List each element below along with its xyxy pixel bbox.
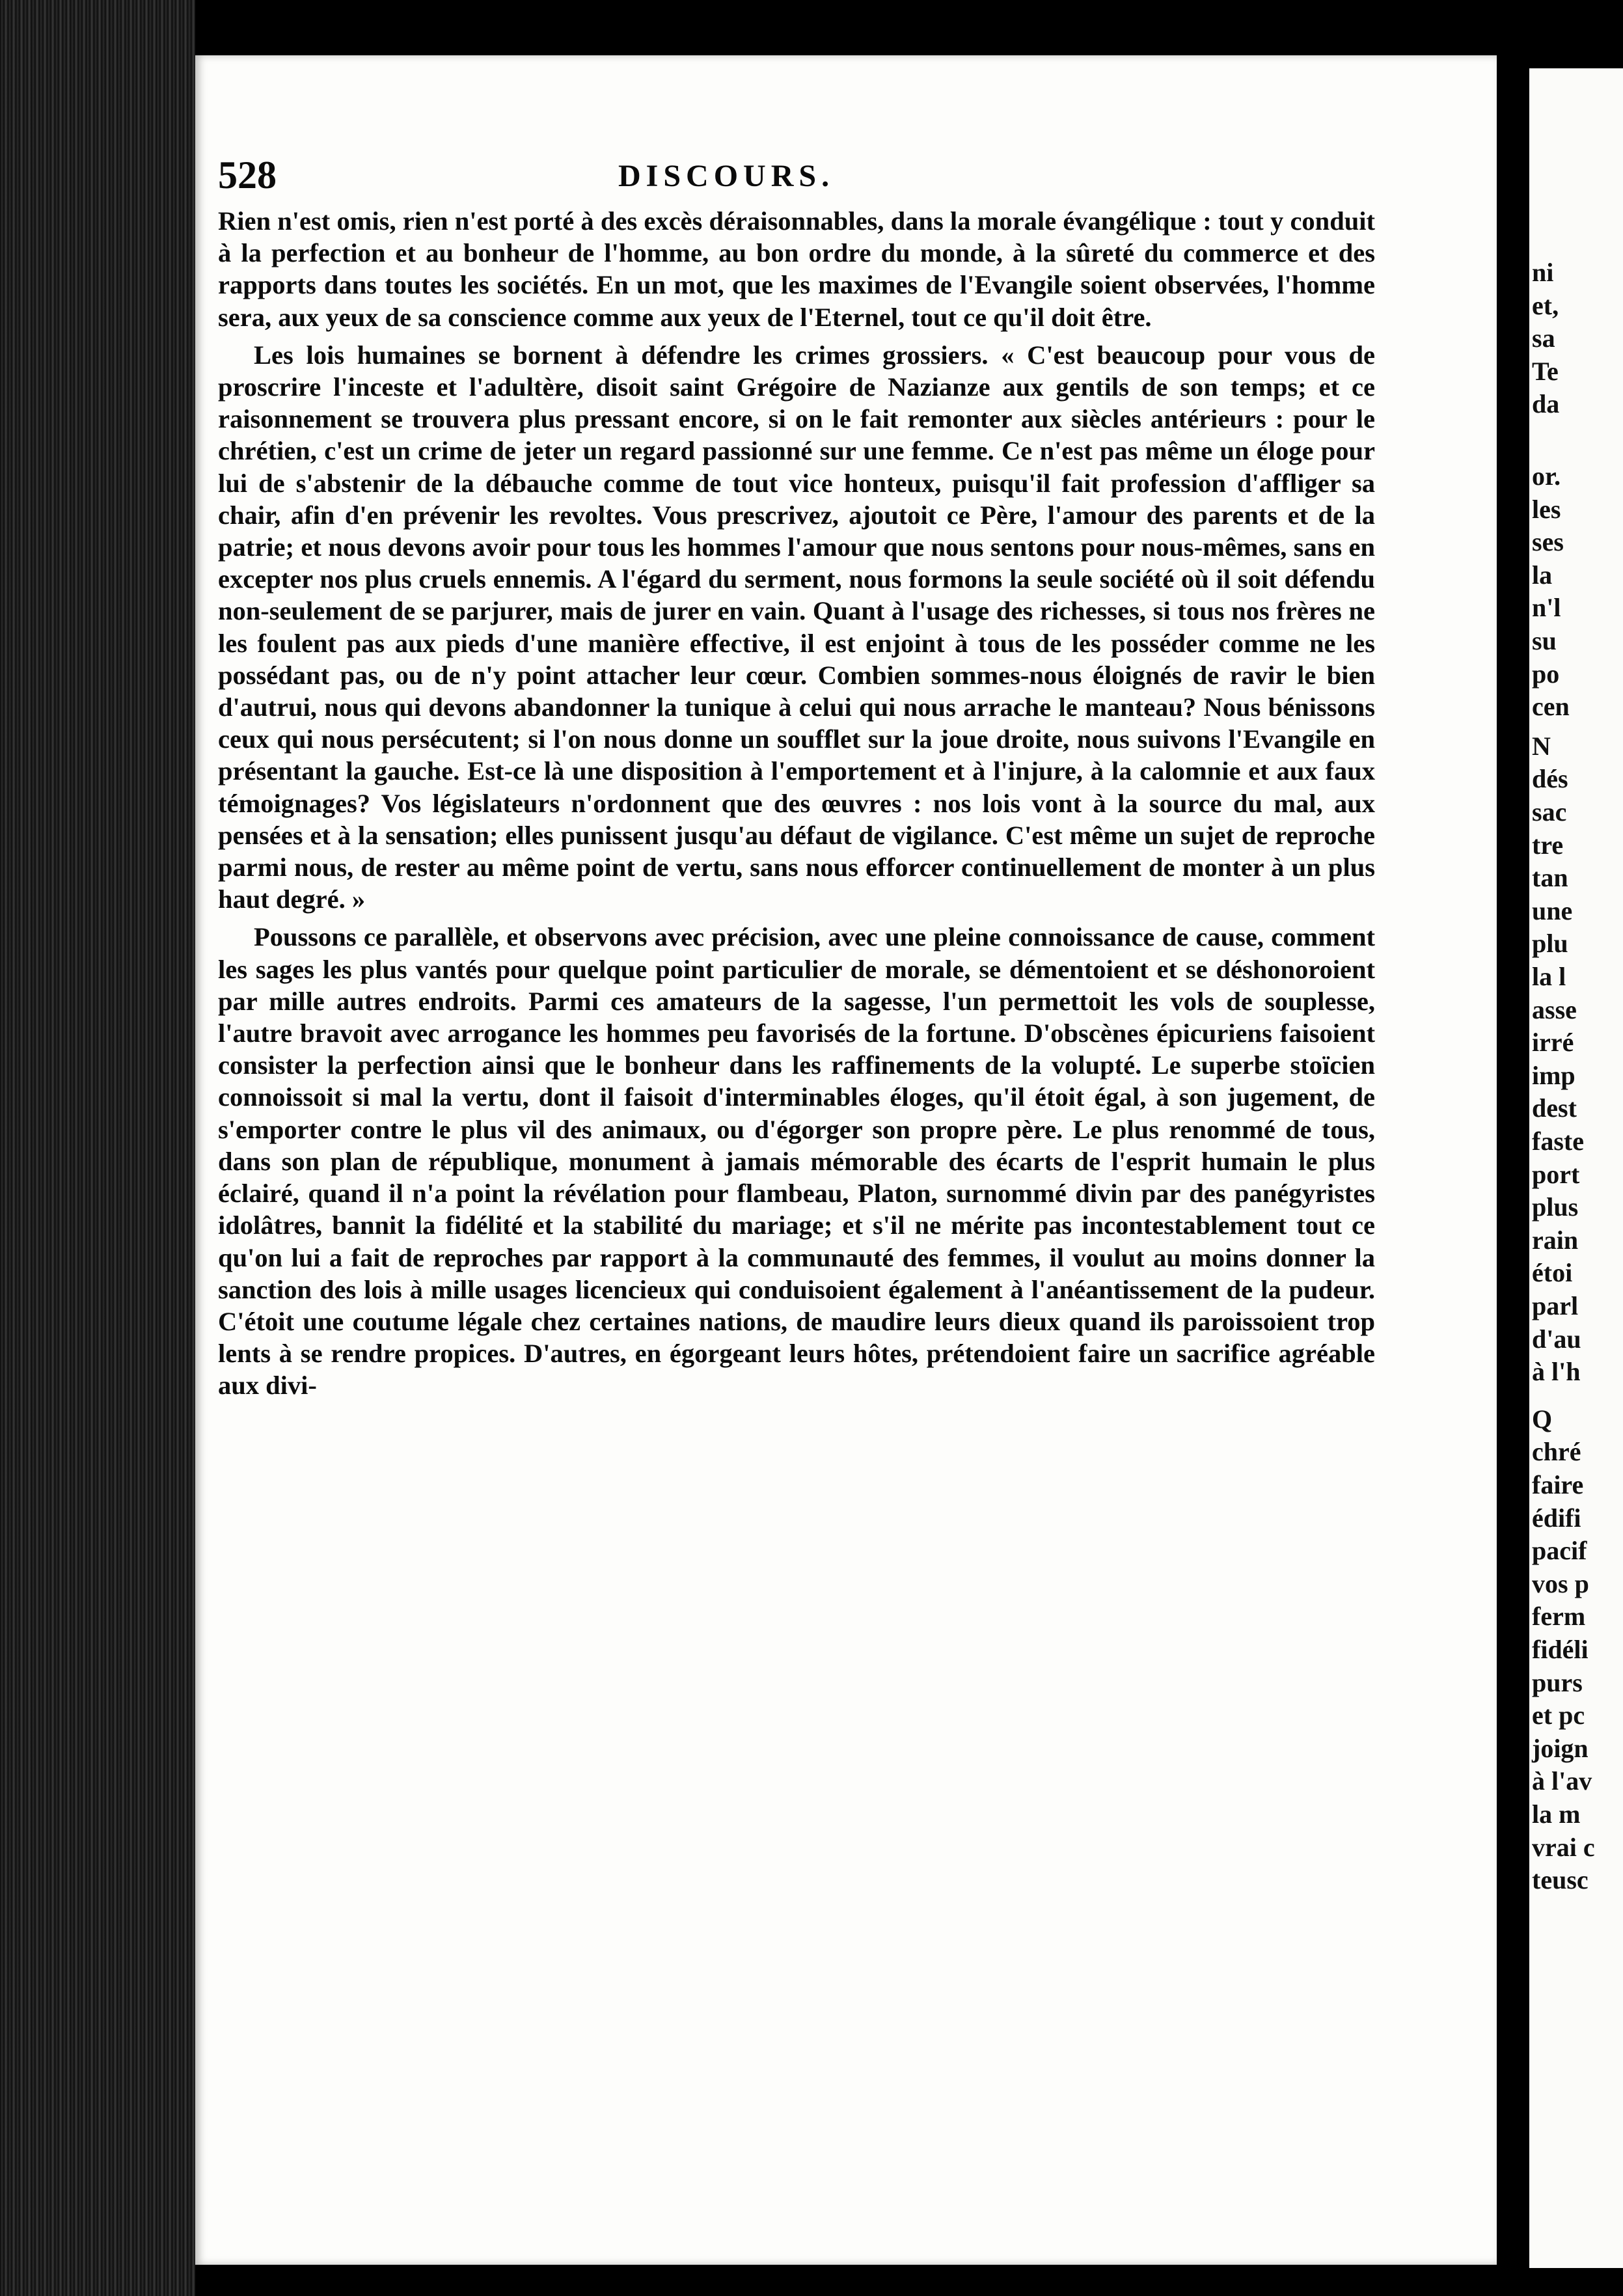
facing-page-line: teusc [1532,1865,1589,1895]
facing-page-line: vos p [1532,1568,1589,1598]
facing-page-line: n'l [1532,593,1561,623]
facing-page-line: une [1532,895,1573,925]
paragraph: Les lois humaines se bornent à défendre les crimes grossiers. « C'est beaucoup pour vous de proscrire l'inceste et l'adultère, disoit saint Grégoire de Nazianze aux gentils de son temps; et ce raisonnement se trouvera plus pressant encore, si on le fait remonter aux siècles antérieurs : pour le chrétien, c'est un crime de jeter un regard passionné sur une femme. Ce n'est pas même un éloge pour lui de s'abstenir de la débauche comme de tout vice honteux, puisqu'il fait profession d'affliger sa chair, afin d'en prévenir les revoltes. Vous prescrivez, ajoutoit ce Père, l'amour des parents et de la patrie; et nous devons avoir pour tous les hommes l'amour que nous sentons pour nous-mêmes, sans en excepter nos plus cruels ennemis. A l'égard du serment, nous formons la seule société où il soit défendu non-seulement de se parjurer, mais de jurer en vain. Quant à l'usage des richesses, si tous nos frères ne les foulent pas aux pieds d'une manière effective, il est enjoint à tous de les posséder comme ne les possédant pas, ou de n'y point attacher leur cœur. Combien sommes-nous éloignés de ravir le bien d'autrui, nous qui devons abandonner la tunique à celui qui nous arrache le manteau? Nous bénissons ceux qui nous persécutent; si l'on nous donne un soufflet sur la joue droite, nous suivons l'Evangile en présentant la gauche. Est-ce là une disposition à l'emportement et à l'injure, à la calomnie et aux faux témoignages? Vos législateurs n'ordonnent que des œuvres : nos lois vont à la source du mal, aux pensées et à la sensation; elles punissent jusqu'au défaut de vigilance. C'est même un sujet de reproche parmi nous, de rester au même point de vertu, sans nous efforcer continuellement de monter à un plus haut degré. » [218,340,1375,914]
facing-page-line: faire [1532,1470,1584,1499]
facing-page-line: joign [1532,1733,1589,1763]
facing-page-line: à l'av [1532,1766,1592,1796]
facing-page-line: dest [1532,1093,1577,1123]
facing-page-line: rain [1532,1225,1579,1255]
facing-page-line: et pc [1532,1701,1585,1730]
facing-page-line: pacif [1532,1536,1587,1566]
facing-page-line: et, [1532,290,1559,320]
facing-page-line: ses [1532,527,1564,557]
facing-page-line: Q [1532,1404,1553,1434]
facing-page-line: dés [1532,764,1568,794]
facing-page-line: faste [1532,1127,1584,1156]
paragraph: Poussons ce parallèle, et observons avec précision, avec une pleine connoissance de cause, comment les sages les plus vantés pour quelque point particulier de morale, se démentoient et se déshonoroient par mille autres endroits. Parmi ces amateurs de la sagesse, l'un permettoit les vols de souplesse, l'autre bravoit avec arrogance les hommes peu favorisés de la fortune. D'obscènes épicuriens faisoient consister la perfection ainsi que le bonheur dans les raffinements de la volupté. Le superbe stoïcien connoissoit si mal la vertu, dont il faisoit d'interminables éloges, qu'il étoit égal, à son jugement, de s'emporter contre le plus vil des animaux, ou d'égorger son propre père. Le plus renommé de tous, dans son plan de république, monument à jamais mémorable des écarts de l'esprit humain le plus éclairé, quand il n'a point la révélation pour flambeau, Platon, surnommé divin par des panégyristes idolâtres, bannit la fidélité et la stabilité du mariage; et s'il ne mérite pas incontestablement tout ce qu'on lui a fait de reproches par rapport à la communauté des femmes, il voulut au moins donner la sanction des lois à mille usages licencieux qui conduisoient également à l'anéantissement de la pudeur. C'étoit une coutume légale chez certaines nations, de maudire leurs dieux quand ils paroissoient trop lents à se rendre propices. D'autres, en égorgeant leurs hôtes, prétendoient faire un sacrifice agréable aux divi- [218,922,1375,1401]
facing-page-line: fidéli [1532,1635,1589,1664]
facing-page-line: purs [1532,1667,1583,1697]
facing-page-line: sa [1532,323,1555,353]
facing-page-line: or. [1532,461,1561,491]
facing-page-line: sac [1532,797,1567,827]
book-page-edges [0,0,195,2296]
facing-page-line: plu [1532,929,1568,959]
facing-page-line: N [1532,731,1551,761]
facing-page-line: les [1532,494,1561,524]
facing-page-line: irré [1532,1028,1574,1058]
facing-page-line: su [1532,626,1557,655]
facing-page-line: à l'h [1532,1357,1581,1387]
facing-page [1529,68,1623,2268]
book-gutter [1497,0,1529,2296]
facing-page-line: édifi [1532,1503,1581,1533]
facing-page-line: Te [1532,356,1559,386]
facing-page-line: la l [1532,962,1566,991]
page-number: 528 [218,154,277,197]
facing-page-line: port [1532,1159,1580,1189]
page-header [218,153,1375,205]
facing-page-line: asse [1532,994,1577,1024]
facing-page-line: imp [1532,1060,1575,1090]
facing-page-line: da [1532,389,1560,419]
facing-page-line: tan [1532,863,1568,893]
facing-page-line: ni [1532,258,1554,287]
facing-page-line: la m [1532,1799,1581,1829]
paragraph: Rien n'est omis, rien n'est porté à des excès déraisonnables, dans la morale évangélique : tout y conduit à la perfection et au bonheur de l'homme, au bon ordre du monde, à la sûreté du commerce et des rapports dans toutes les sociétés. En un mot, que les maximes de l'Evangile soient observées, l'homme sera, aux yeux de sa conscience comme aux yeux de l'Eternel, tout ce qu'il doit être. [218,206,1375,332]
facing-page-line: vrai c [1532,1832,1595,1862]
body-text [218,205,1375,1408]
facing-page-line: chré [1532,1437,1581,1467]
running-title: DISCOURS. [618,159,835,193]
facing-page-line: parl [1532,1291,1579,1320]
facing-page-line: ferm [1532,1602,1586,1632]
facing-page-line: étoi [1532,1258,1573,1288]
facing-page-line: la [1532,560,1553,590]
facing-page-line: plus [1532,1192,1579,1222]
facing-page-line: d'au [1532,1324,1581,1354]
facing-page-line: tre [1532,830,1564,860]
facing-page-line: cen [1532,692,1570,722]
facing-page-line: po [1532,659,1560,689]
